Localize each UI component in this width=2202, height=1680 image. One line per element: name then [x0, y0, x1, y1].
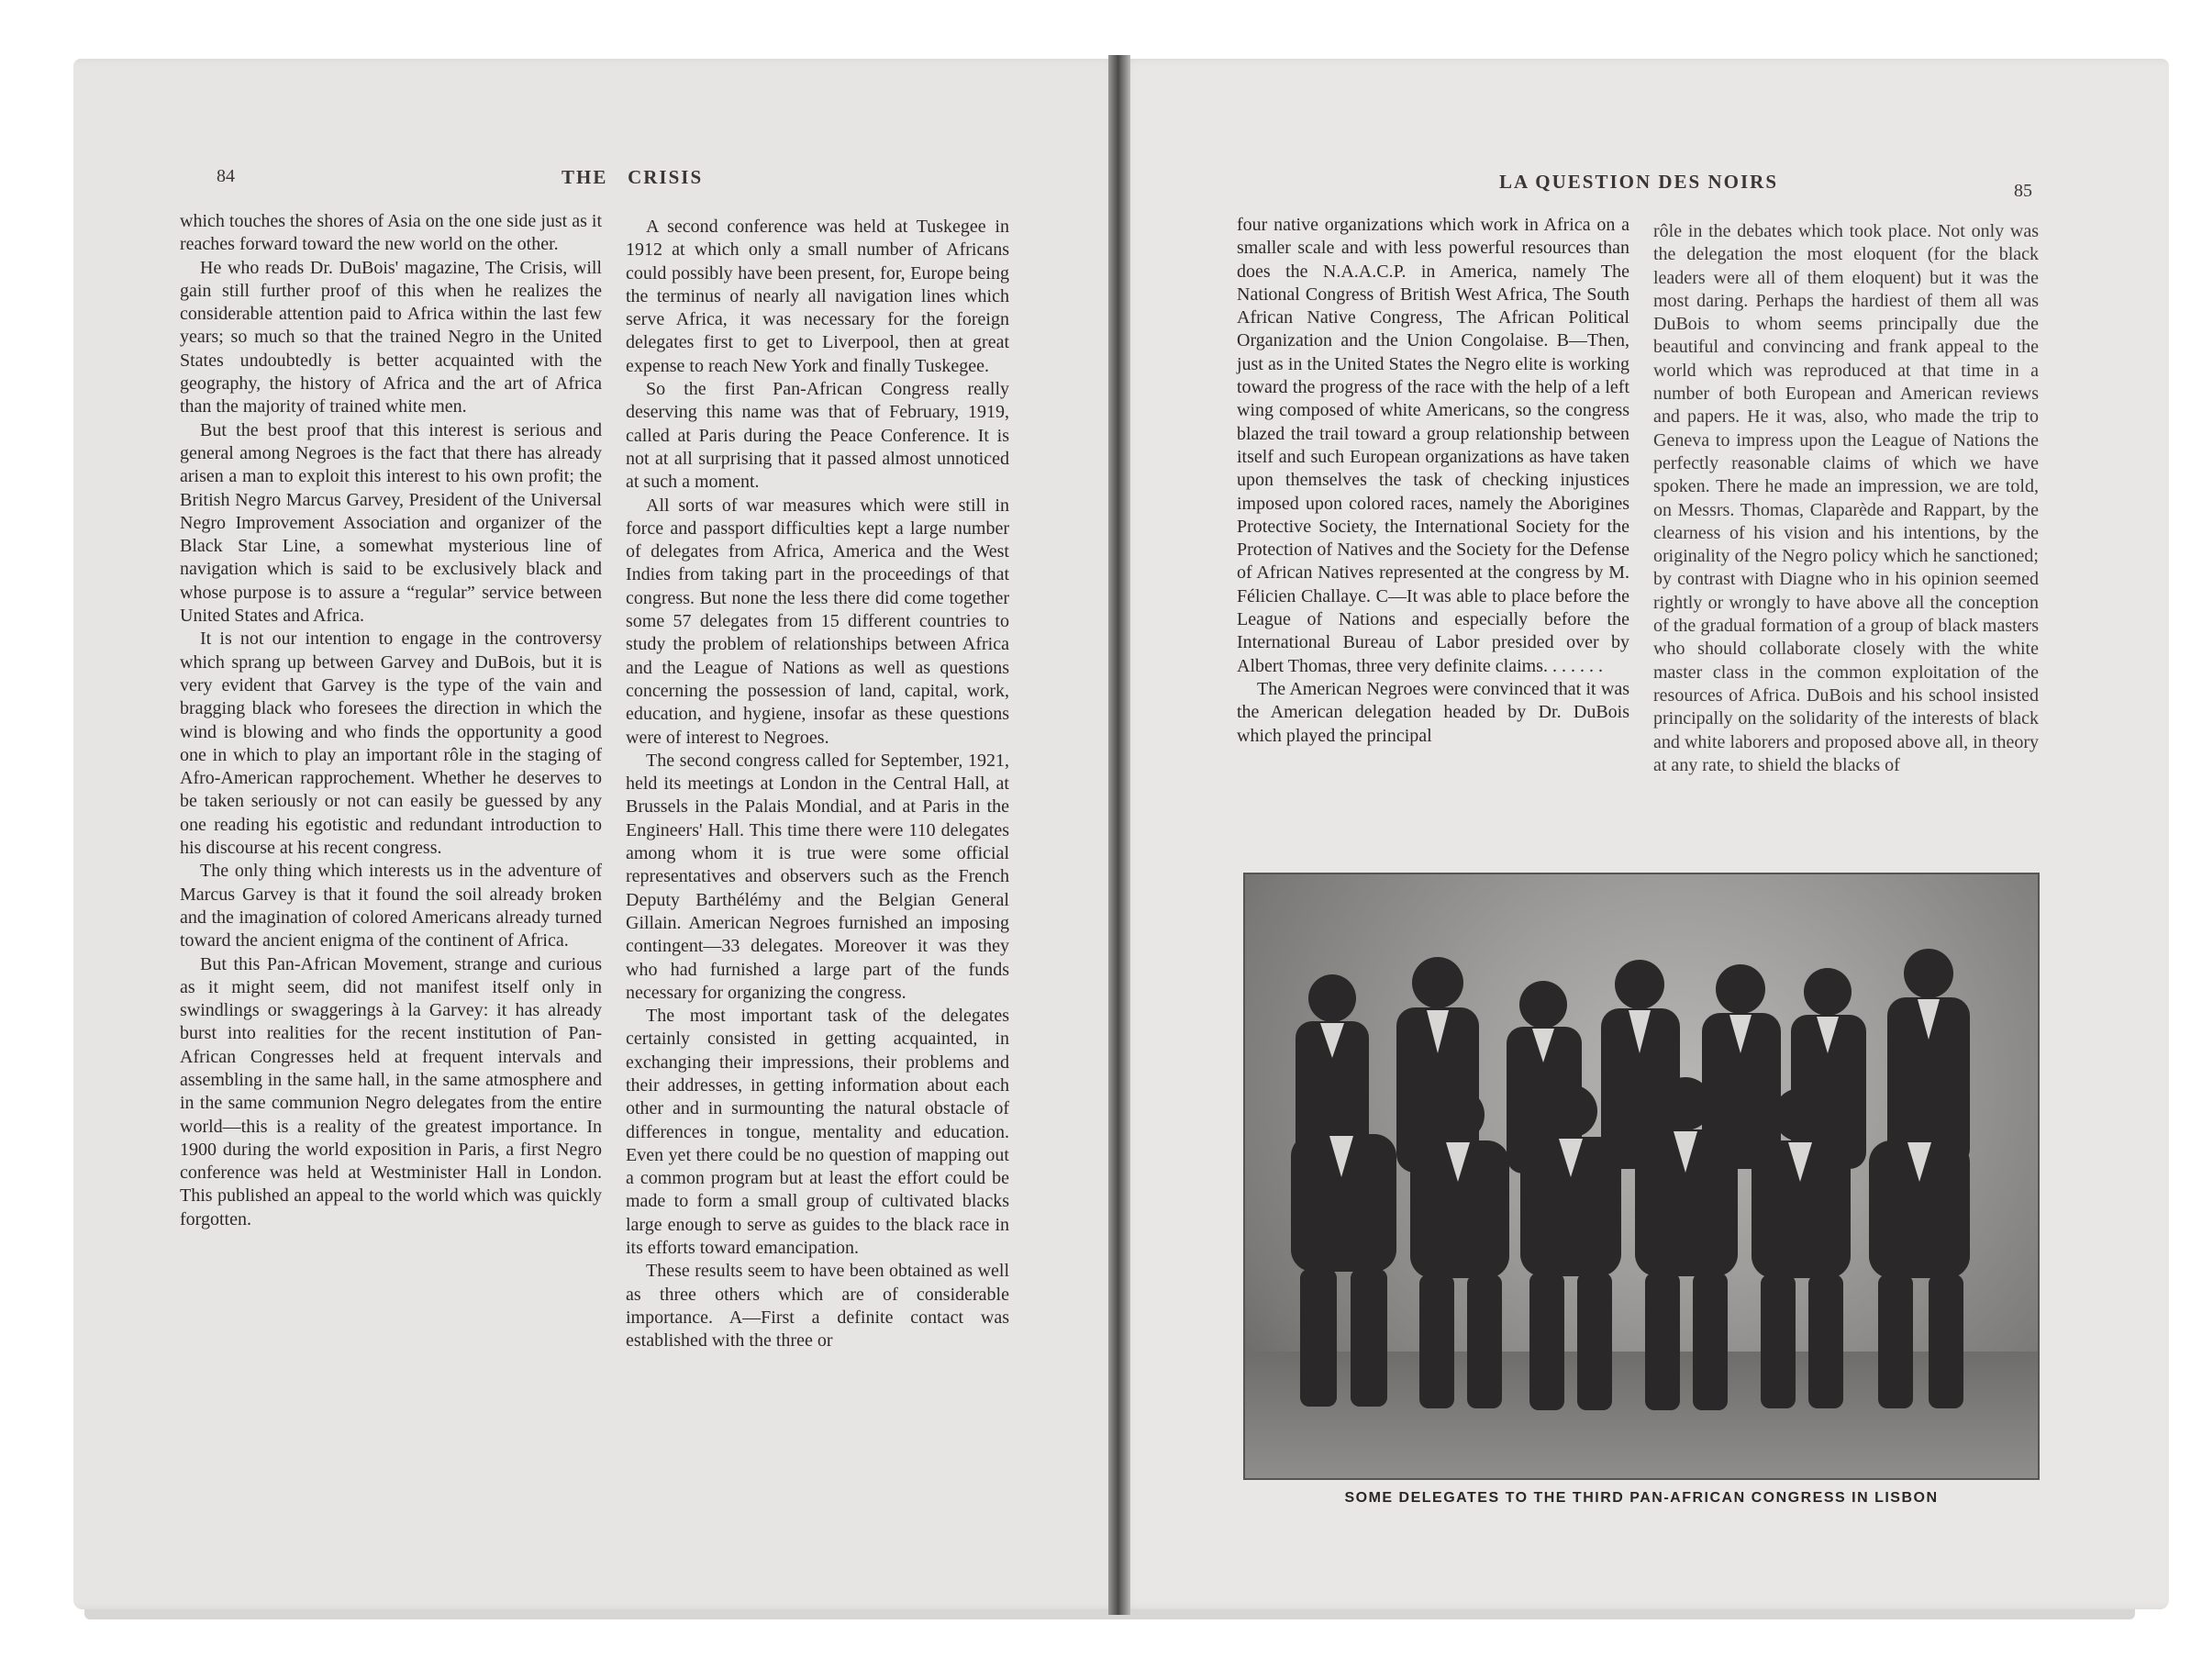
- paragraph: But the best proof that this interest is serious and general among Negroes is the fact that there has already arisen a man to exploit this interest to his own profit; the British Negro Marcus Garvey, President of the Universal Negro Improvement Association and organizer of the Black Star Line, a somewhat mysterious line of navigation which is said to be exclusively black and whose purpose is to assure a “regular” service between United States and Africa.: [180, 419, 602, 627]
- paragraph: The second congress called for September, 1921, held its meetings at London in the Central Hall, at Brussels in the Palais Mondial, and at Paris in the Engineers' Hall. This time there were 110 delegates among whom it is true were some official representatives and observers such as the French Deputy Barthélémy and the Belgian General Gillain. American Negroes furnished an imposing contingent—33 delegates. Moreover it was they who had furnished a large part of the funds necessary for organizing the congress.: [626, 750, 1009, 1003]
- paragraph: which touches the shores of Asia on the one side just as it reaches forward toward the new world on the other.: [180, 211, 602, 255]
- right-column-2: [1653, 220, 2039, 777]
- paragraph: The most important task of the delegates certainly consisted in getting acquainted, in exchanging their impressions, their problems and their addresses, in getting information about each other and in surmounting the natural obstacle of differences in tongue, mentality and education. Even yet there could be no question of mapping out a common program but at least the effort could be made to form a small group of cultivated blacks large enough to serve as guides to the black race in its efforts toward emancipation.: [626, 1006, 1009, 1259]
- right-column-1: [1237, 214, 1629, 748]
- paragraph: four native organizations which work in Africa on a smaller scale and with less powerful resources than does the N.A.A.C.P. in America, namely The National Congress of British West Africa, The South African Native Congress, The African Political Organization and the Union Congolaise. B—Then, just as in the United States the Negro elite is working toward the progress of the race with the help of a left wing composed of white Americans, so the congress blazed the trail toward a group relationship between itself and such European organizations as have taken upon themselves the task of checking injustices imposed upon colored races, namely the Aborigines Protective Society, the International Society for the Protection of Natives and the Society for the Defense of African Natives represented at the congress by M. Félicien Challaye. C—It was able to place before the League of Nations and especially before the International Bureau of Labor presided over by Albert Thomas, three very definite claims. . . . . . .: [1237, 215, 1629, 676]
- right-running-head: LA QUESTION DES NOIRS: [1499, 171, 1778, 193]
- left-column-2: [626, 216, 1009, 1353]
- left-running-head: THE CRISIS: [562, 166, 704, 188]
- paragraph: So the first Pan-African Congress really deserving this name was that of February, 1919, called at Paris during the Peace Conference. It is not at all surprising that it passed almost unnoticed at such a moment.: [626, 379, 1009, 493]
- left-page-number: 84: [217, 166, 235, 186]
- right-page-number: 85: [2014, 181, 2032, 201]
- paragraph: All sorts of war measures which were still in force and passport difficulties kept a large number of delegates from Africa, America and the West Indies from taking part in the proceedings of that congress. But none the less there did come together some 57 delegates from 15 different countries to study the problem of relationships between Africa and the League of Nations as well as questions concerning the possession of land, capital, work, education, and hygiene, insofar as these questions were of interest to Negroes.: [626, 495, 1009, 748]
- paragraph: The only thing which interests us in the adventure of Marcus Garvey is that it found the soil already broken and the imagination of colored Americans already turned toward the ancient enigma of the continent of Africa.: [180, 861, 602, 951]
- paragraph: He who reads Dr. DuBois' magazine, The Crisis, will gain still further proof of this when he realizes the considerable attention paid to Africa within the last few years; so much so that the trained Negro in the United States undoubtedly is better acquainted with the geography, the history of Africa and the art of Africa than the majority of trained white men.: [180, 257, 602, 417]
- paragraph: The American Negroes were convinced that it was the American delegation headed by Dr. DuBois which played the principal: [1237, 678, 1629, 746]
- paragraph: These results seem to have been obtained as well as three others which are of considerable importance. A—First a definite contact was established with the three or: [626, 1261, 1009, 1352]
- paragraph: It is not our intention to engage in the controversy which sprang up between Garvey and DuBois, but it is very evident that Garvey is the type of the vain and bragging black who foresees the direction in which the wind is blowing and who finds the opportunity a good one in which to play an important rôle in the staging of Afro-American rapprochement. Whether he deserves to be taken seriously or not can easily be guessed by any one reading his egotistic and redundant introduction to his discourse at his recent congress.: [180, 629, 602, 859]
- photo-caption: SOME DELEGATES TO THE THIRD PAN-AFRICAN CONGRESS IN LISBON: [1344, 1490, 1939, 1506]
- group-portrait-illustration: [1245, 874, 2038, 1478]
- delegates-photograph: [1243, 873, 2040, 1480]
- paragraph: A second conference was held at Tuskegee in 1912 at which only a small number of Africans could possibly have been present, for, Europe being the terminus of nearly all navigation lines which serve Africa, it was necessary for the foreign delegates first to get to Liverpool, then at great expense to reach New York and finally Tuskegee.: [626, 217, 1009, 376]
- book-gutter: [1108, 55, 1130, 1615]
- paragraph: But this Pan-African Movement, strange and curious as it might seem, did not manifest itself only in swindlings or swaggerings à la Garvey: it has already burst into realities for the recent institution of Pan-African Congresses held at frequent intervals and assembling in the same hall, in the same atmosphere and in the same communion Negro delegates from the entire world—this is a reality of the greatest importance. In 1900 during the world exposition in Paris, a first Negro conference was held at Westminister Hall in London. This published an appeal to the world which was quickly forgotten.: [180, 953, 602, 1229]
- left-column-1: [180, 210, 602, 1231]
- paragraph: rôle in the debates which took place. Not only was the delegation the most eloquent (for the black leaders were all of them eloquent) but it was the most daring. Perhaps the hardiest of them all was DuBois to whom seems principally due the beautiful and convincing and frank appeal to the world which was reproduced at that time in a number of both European and American reviews and papers. He it was, also, who made the trip to Geneva to impress upon the League of Nations the perfectly reasonable claims of which we have spoken. There he made an impression, we are told, on Messrs. Thomas, Claparède and Rappart, by the clearness of his vision and his intentions, by the originality of the Negro policy which he sanctioned; by contrast with Diagne who in his opinion seemed rightly or wrongly to have above all the conception of the gradual formation of a group of black masters who should collaborate closely with the white master class in the common exploitation of the resources of Africa. DuBois and his school insisted principally on the solidarity of the interests of black and white laborers and proposed above all, in theory at any rate, to shield the blacks of: [1653, 221, 2039, 775]
